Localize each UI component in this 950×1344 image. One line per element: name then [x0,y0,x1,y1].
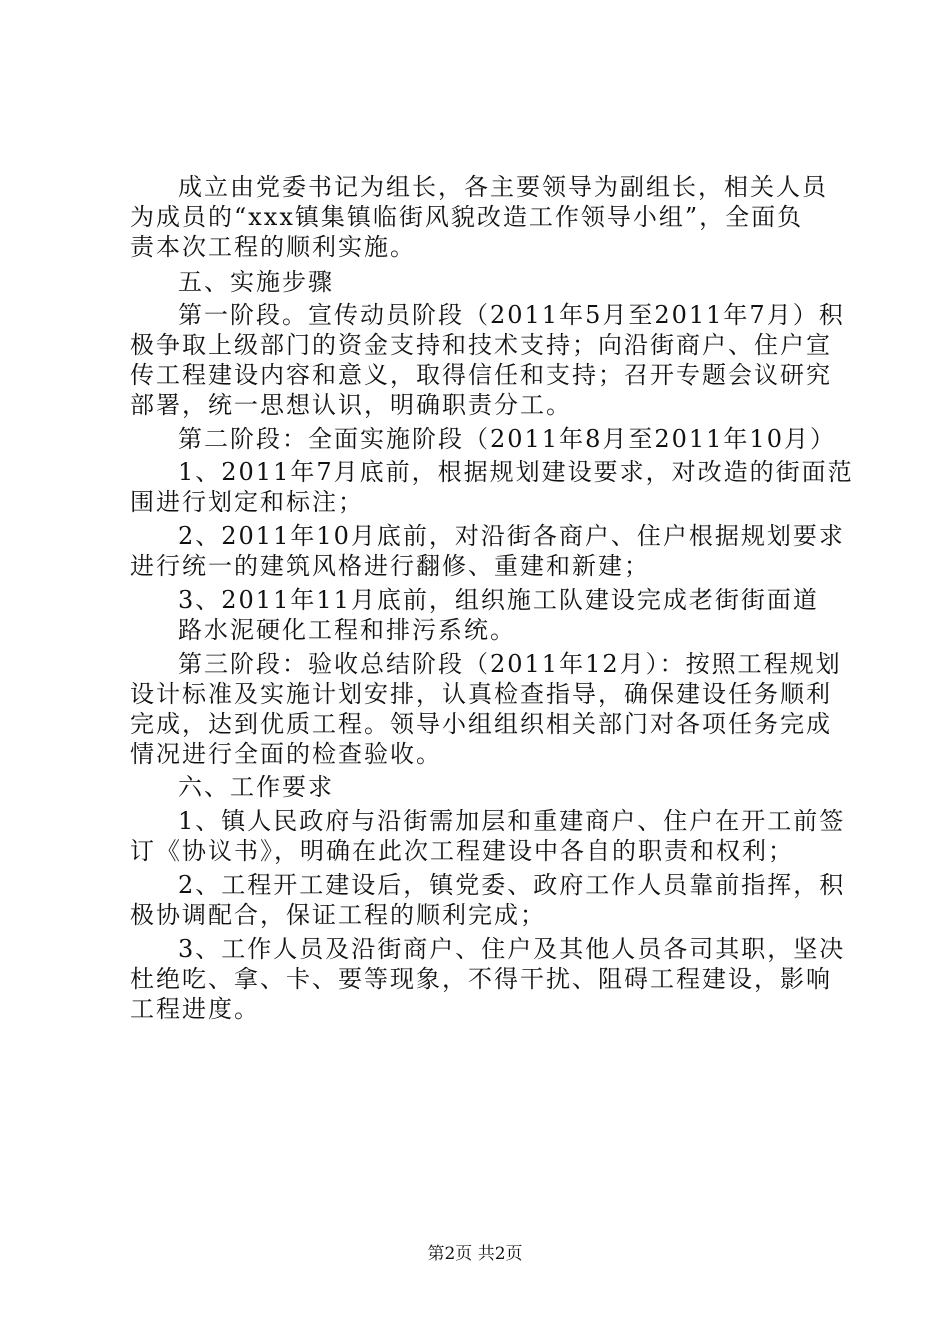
text-line: 成立由党委书记为组长，各主要领导为副组长，相关人员 [178,173,828,201]
page-number: 第2页 共2页 [427,1244,523,1264]
section-heading: 五、实施步骤 [178,268,334,296]
text-line: 极协调配合，保证工程的顺利完成； [130,901,546,929]
text-line: 责本次工程的顺利实施。 [130,233,416,261]
text-line: 1、2011年7月底前，根据规划建设要求，对改造的街面范 [178,458,854,486]
text-line: 2、工程开工建设后，镇党委、政府工作人员靠前指挥，积 [178,871,846,899]
text-line: 路水泥硬化工程和排污系统。 [178,616,516,644]
text-line: 杜绝吃、拿、卡、要等现象，不得干扰、阻碍工程建设，影响 [130,965,832,993]
text-line: 极争取上级部门的资金支持和技术支持；向沿街商户、住户宣 [130,331,832,359]
text-line: 部署，统一思想认识，明确职责分工。 [130,391,572,419]
text-line: 围进行划定和标注； [130,488,364,516]
text-line: 进行统一的建筑风格进行翻修、重建和新建； [130,552,650,580]
text-line: 传工程建设内容和意义，取得信任和支持；召开专题会议研究 [130,361,832,389]
text-line: 第三阶段：验收总结阶段（2011年12月）：按照工程规划 [178,650,842,678]
text-line: 3、工作人员及沿街商户、住户及其他人员各司其职，坚决 [178,935,846,963]
text-line: 第一阶段。宣传动员阶段（2011年5月至2011年7月）积 [178,301,845,329]
section-heading: 六、工作要求 [178,773,334,801]
text-line: 完成，达到优质工程。领导小组组织相关部门对各项任务完成 [130,710,832,738]
text-line: 为成员的“xxx镇集镇临街风貌改造工作领导小组”，全面负 [130,203,804,231]
text-line: 订《协议书》，明确在此次工程建设中各自的职责和权利； [130,837,794,865]
text-line: 工程进度。 [130,995,260,1023]
text-line: 3、2011年11月底前，组织施工队建设完成老街街面道 [178,586,819,614]
text-line: 1、镇人民政府与沿街需加层和重建商户、住户在开工前签 [178,807,846,835]
text-line: 2、2011年10月底前，对沿街各商户、住户根据规划要求 [178,522,845,550]
text-line: 情况进行全面的检查验收。 [130,740,442,768]
text-line: 第二阶段：全面实施阶段（2011年8月至2011年10月） [178,425,836,453]
text-line: 设计标准及实施计划安排，认真检查指导，确保建设任务顺利 [130,680,832,708]
